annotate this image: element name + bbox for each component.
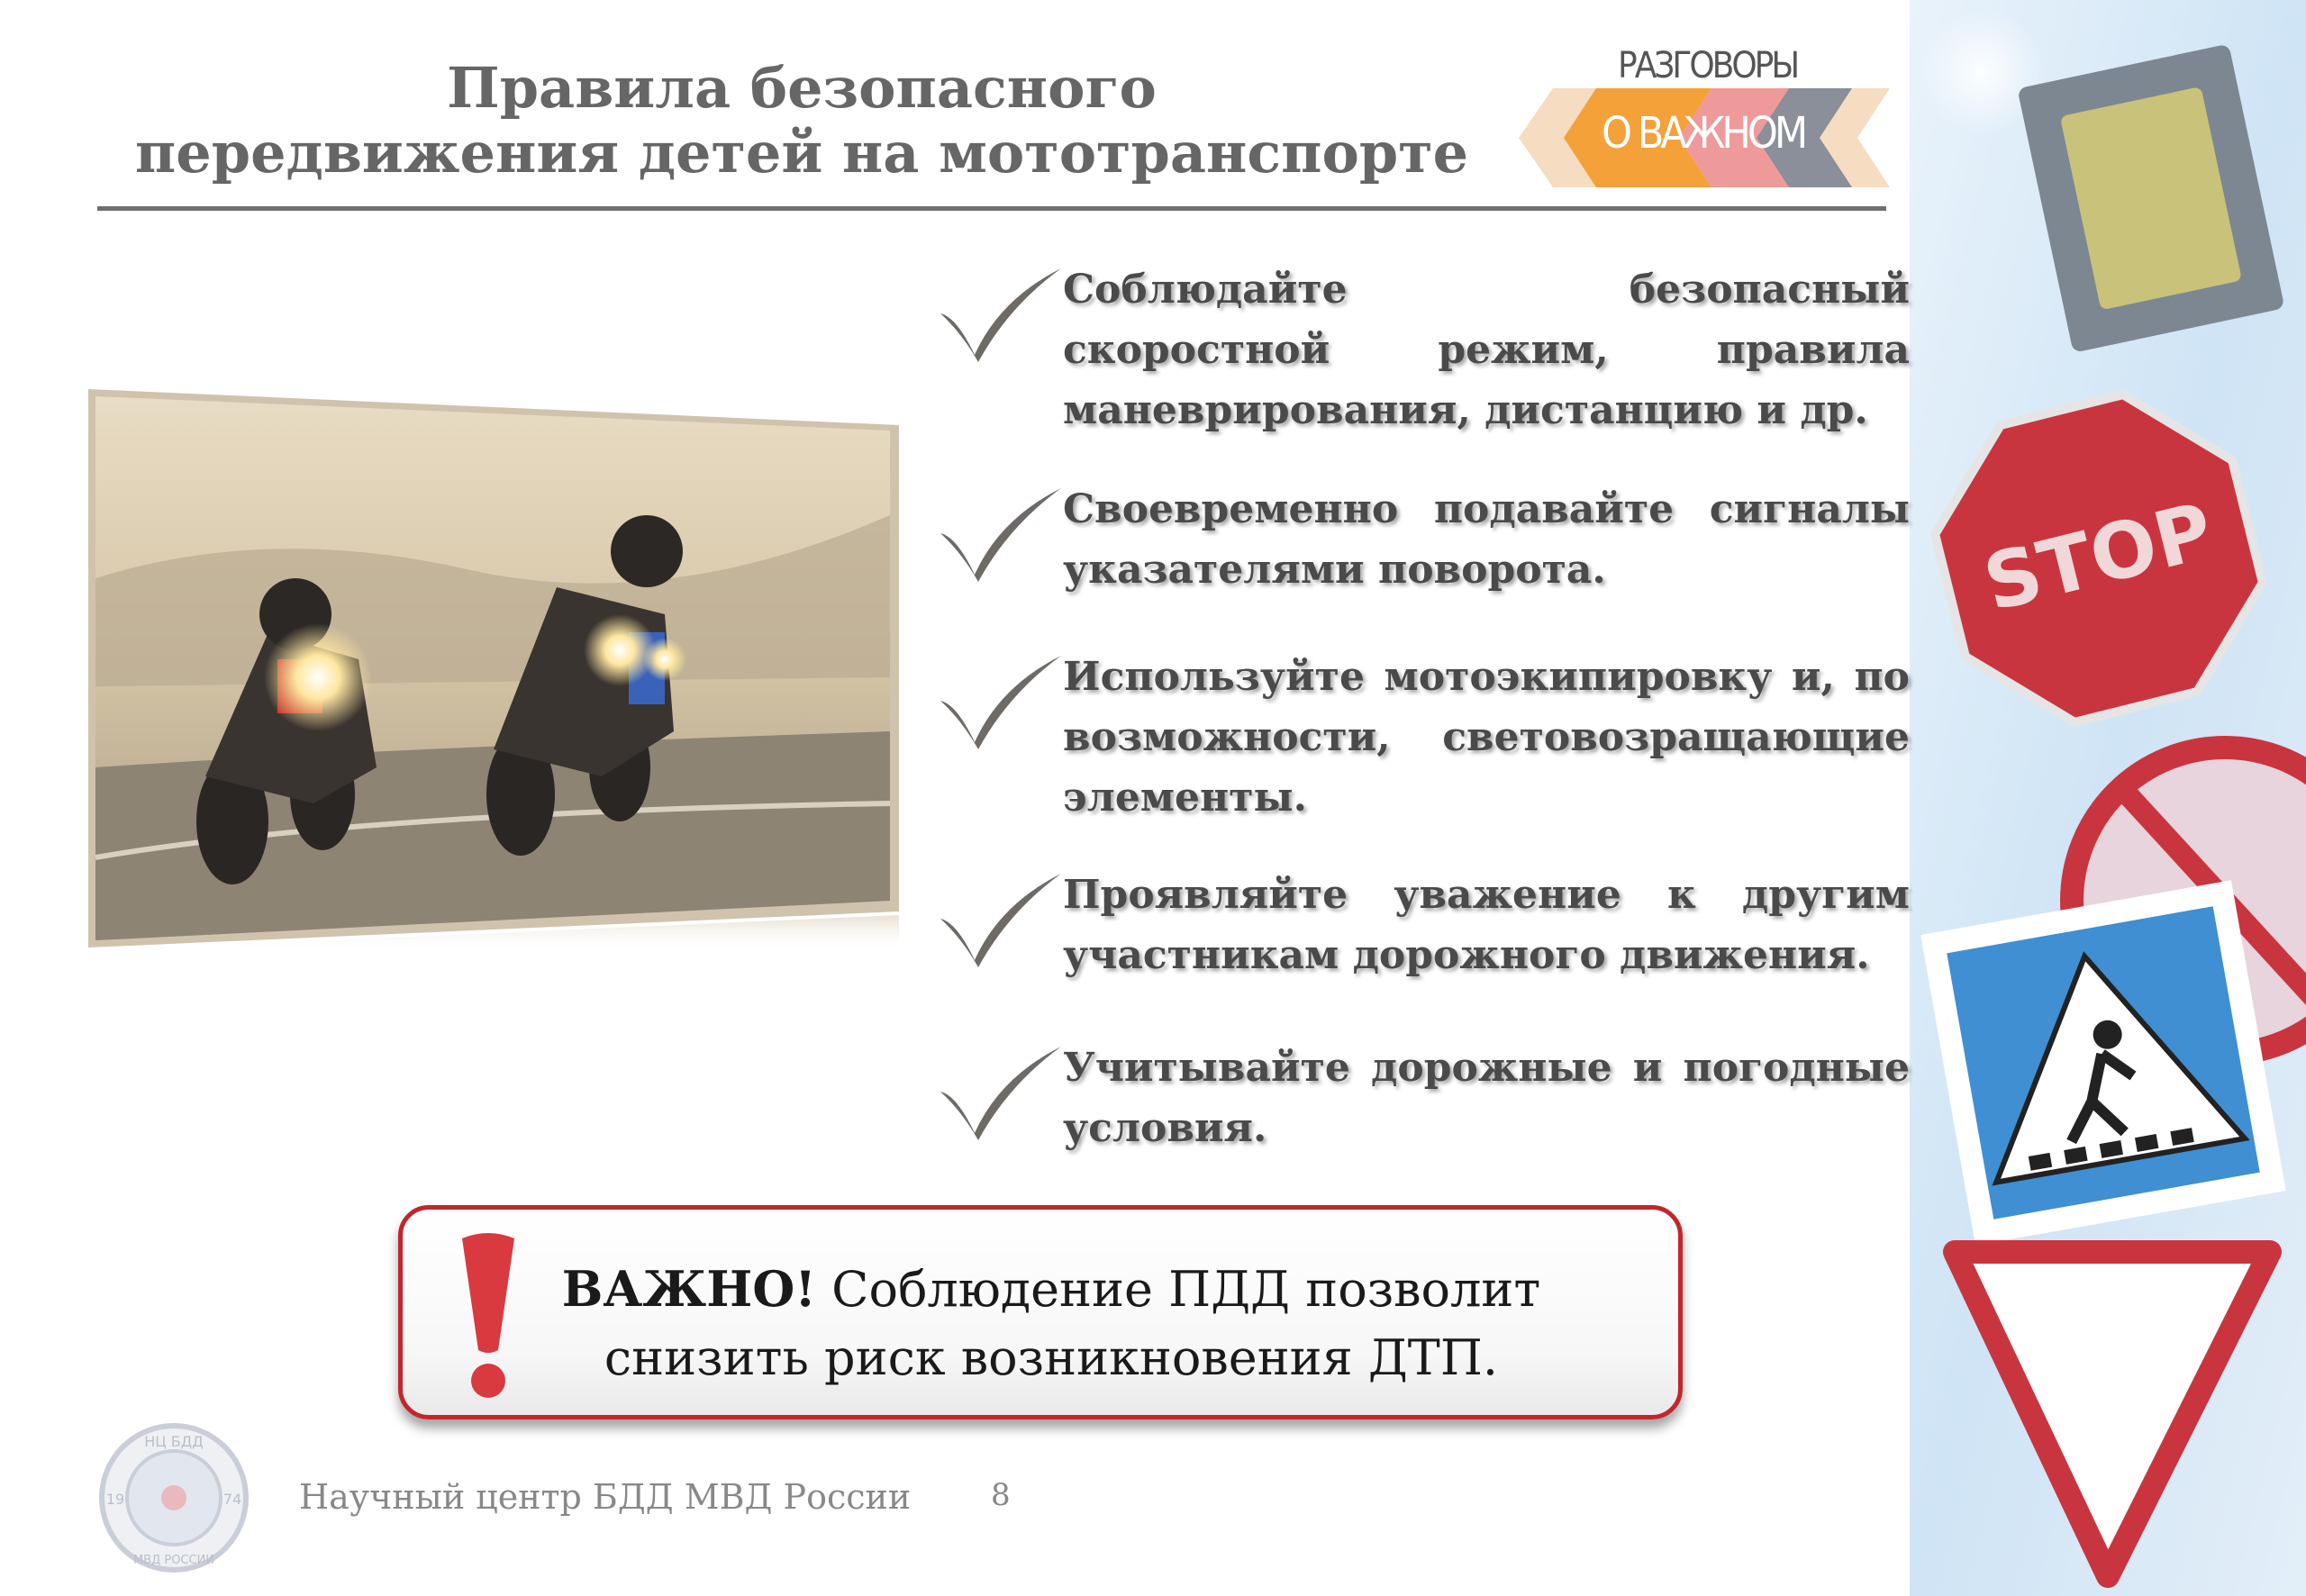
bullet-text-3: Используйте мотоэкипировку и, по возможности, световозращающие элементы.	[1063, 654, 1910, 821]
emblem-year-left: 19	[105, 1491, 125, 1508]
checkmark-icon	[937, 483, 1063, 582]
razgovory-logo	[1519, 36, 1890, 189]
logo-main-text: О ВАЖНОМ	[1602, 108, 1805, 159]
title-line-2: передвижения детей на мототранспорте	[134, 120, 1469, 186]
title-line-1: Правила безопасного	[447, 55, 1157, 121]
checkmark-icon	[937, 868, 1063, 967]
page-title	[99, 56, 1504, 186]
bullet-item-2	[937, 479, 1910, 614]
bullet-item-1	[937, 259, 1910, 449]
exclamation-icon	[457, 1229, 520, 1401]
checkmark-icon	[937, 650, 1063, 749]
bullet-text-5: Учитывайте дорожные и погодные условия.	[1063, 1045, 1910, 1151]
checkmark-icon	[937, 263, 1063, 362]
stop-sign-text: STOP	[1975, 485, 2222, 630]
important-label: ВАЖНО!	[561, 1260, 816, 1318]
title-divider	[97, 206, 1886, 211]
checkmark-icon	[937, 1041, 1063, 1140]
page-number: 8	[991, 1477, 1011, 1513]
bullet-text-4: Проявляйте уважение к другим участникам дорожного движения.	[1063, 872, 1910, 978]
bullet-item-4	[937, 865, 1910, 1000]
footer-organization: Научный центр БДД МВД России	[299, 1477, 912, 1517]
important-text	[556, 1255, 1547, 1392]
bullet-item-3	[937, 647, 1910, 836]
important-line-2: снизить риск возникновения ДТП.	[604, 1329, 1499, 1386]
nc-bdd-emblem-icon	[88, 1421, 259, 1574]
important-line-1: Соблюдение ПДД позволит	[831, 1261, 1541, 1318]
bullet-text-2: Своевременно подавайте сигналы указателями поворота.	[1063, 486, 1910, 593]
important-callout	[398, 1205, 1683, 1419]
motorcycles-photo	[88, 389, 904, 953]
emblem-top-text: НЦ БДД	[144, 1433, 204, 1450]
logo-top-text: РАЗГОВОРЫ	[1618, 45, 1798, 86]
pedestrian-crossing-sign-icon	[1920, 880, 2285, 1245]
road-signs-panel	[1910, 0, 2306, 1596]
emblem-year-right: 74	[222, 1491, 242, 1508]
bullet-text-1: Соблюдайте безопасный скоростной режим, правила маневрирования, дистанцию и др.	[1063, 267, 1910, 433]
emblem-bottom-text: МВД РОССИИ	[132, 1554, 215, 1567]
bullet-item-5	[937, 1038, 1910, 1173]
